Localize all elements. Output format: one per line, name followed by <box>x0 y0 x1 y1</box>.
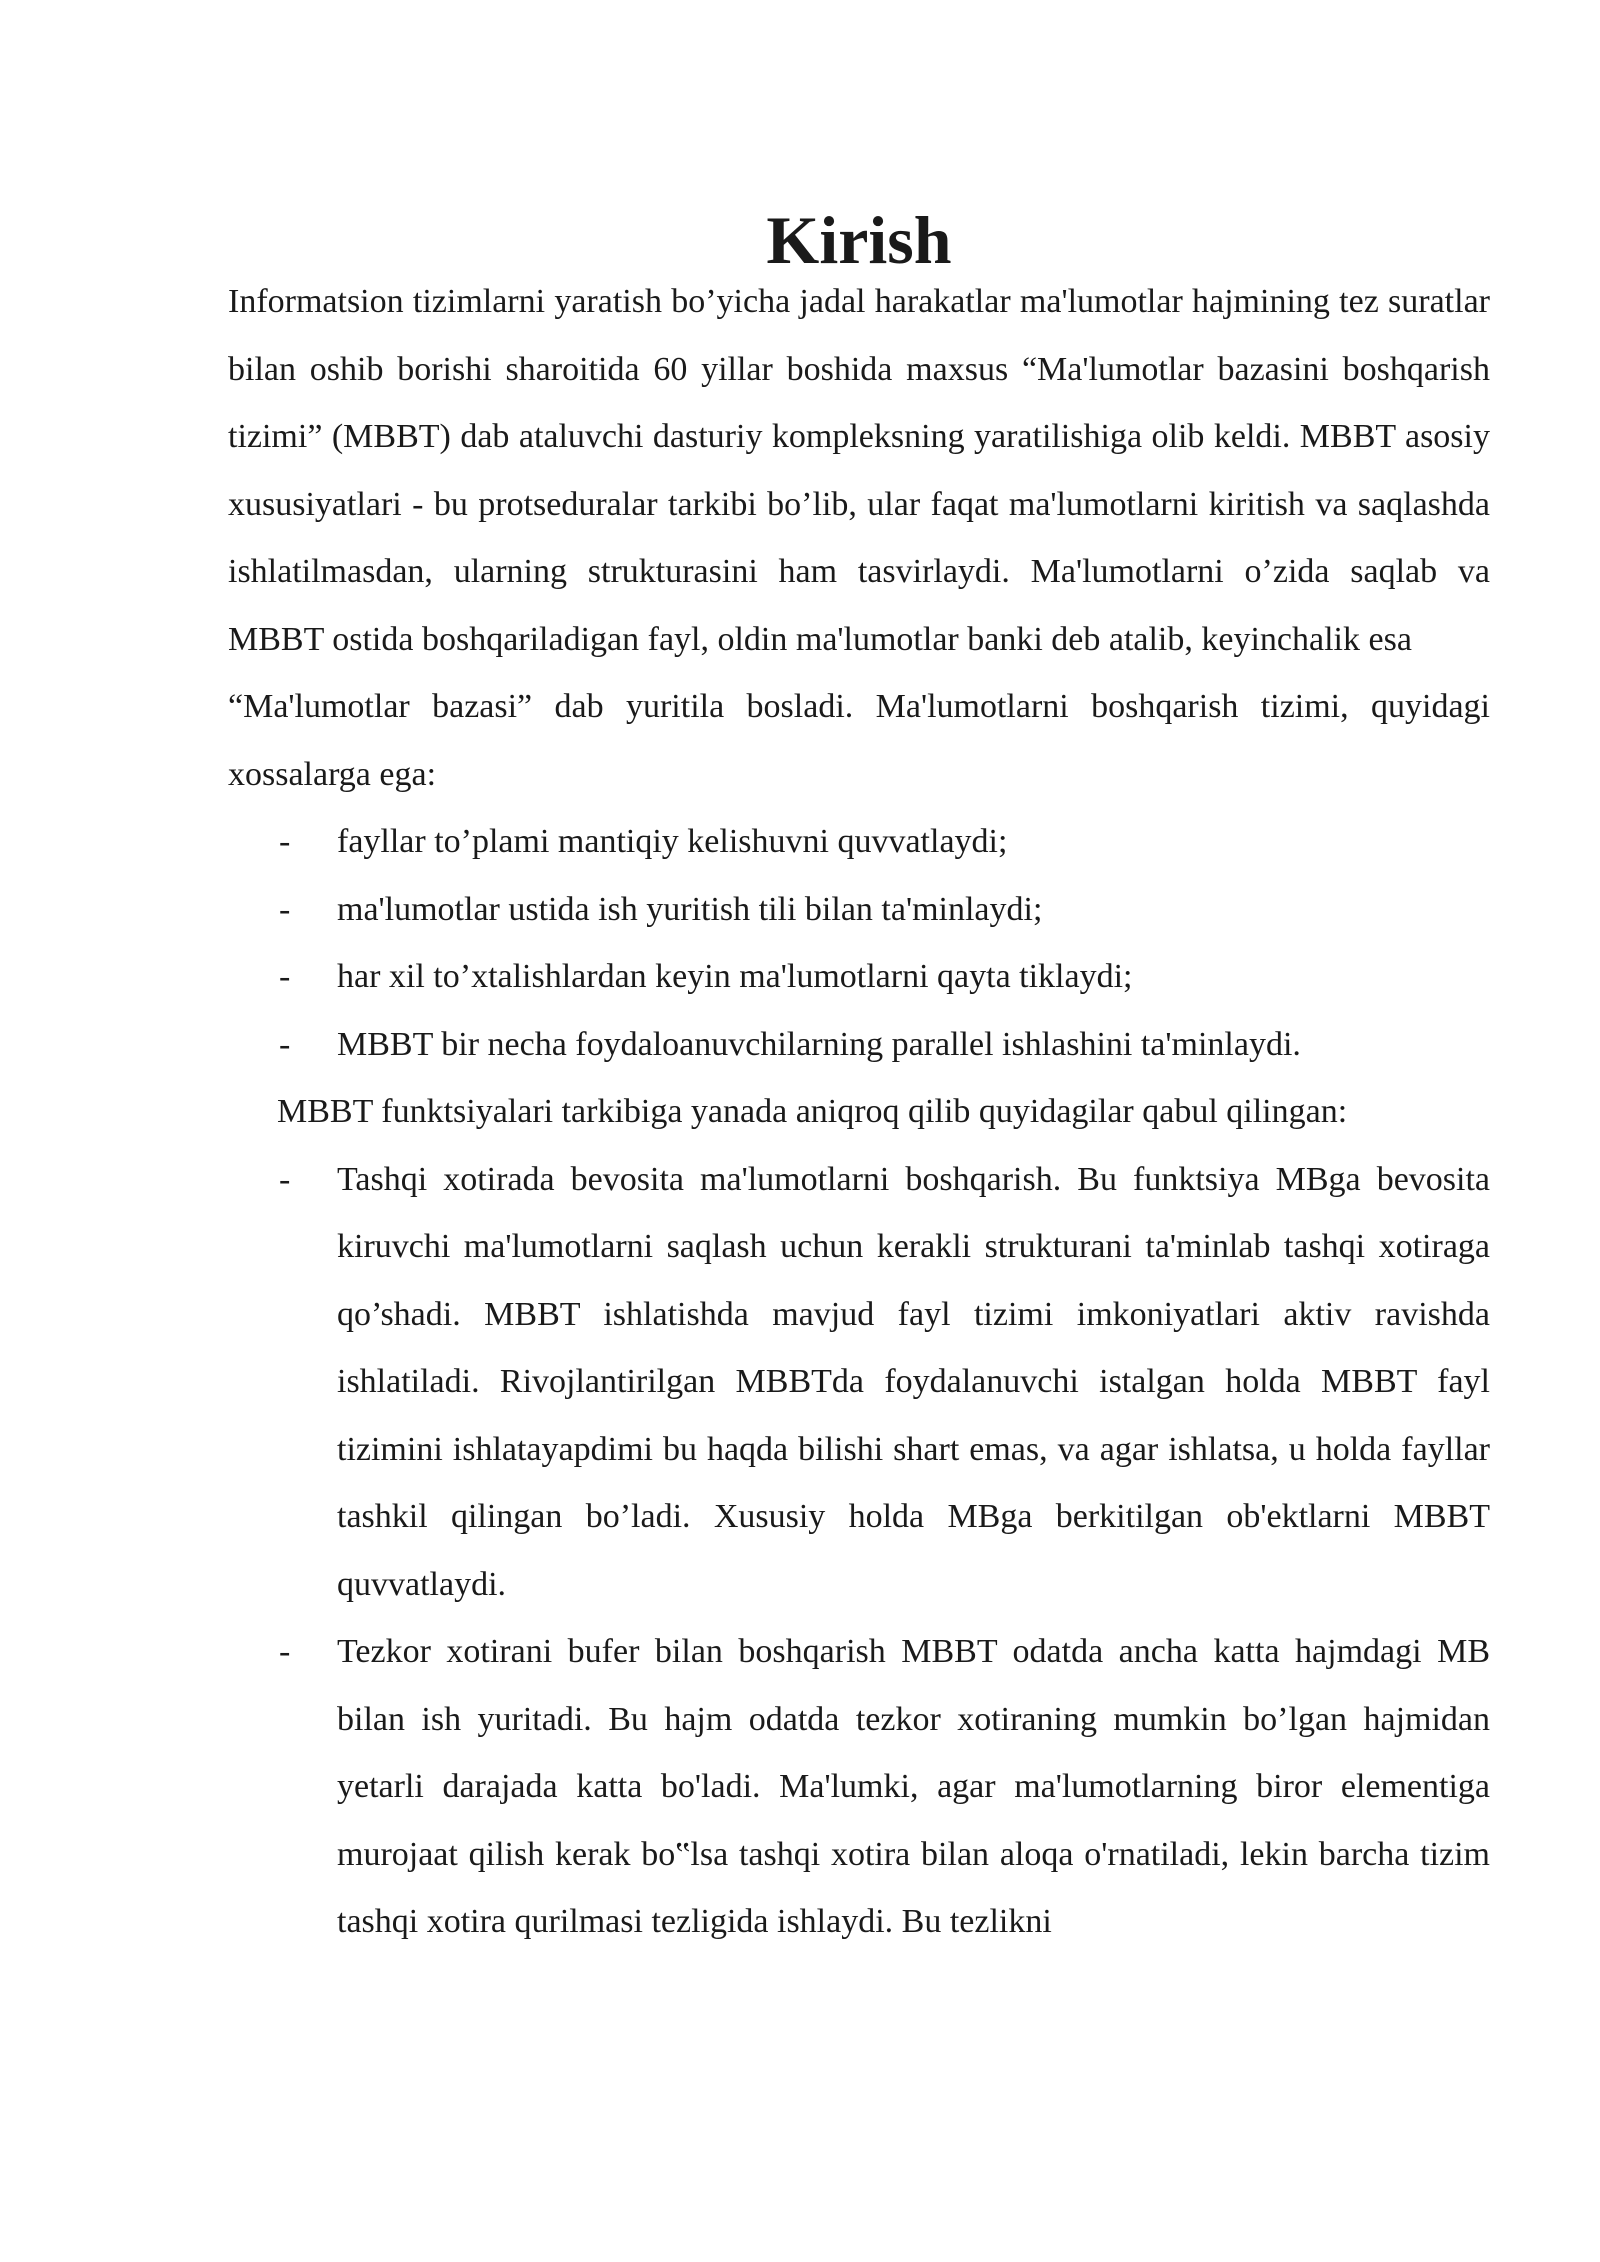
properties-list <box>228 808 1490 1078</box>
list-dash: - <box>279 1025 291 1063</box>
list-dash: - <box>279 1160 291 1198</box>
list-item <box>228 876 1490 944</box>
list-item <box>228 808 1490 876</box>
list-item-text: ma'lumotlar ustida ish yuritish tili bilan ta'minlaydi; <box>337 890 1043 928</box>
functions-list <box>228 1146 1490 1956</box>
list-item-text: MBBT bir necha foydaloanuvchilarning parallel ishlashini ta'minlaydi. <box>337 1025 1301 1063</box>
functions-intro: MBBT funktsiyalari tarkibiga yanada aniqroq qilib quyidagilar qabul qilingan: <box>277 1093 1348 1130</box>
list-item <box>228 1011 1490 1079</box>
second-paragraph: “Ma'lumotlar bazasi” dab yuritila bosladi. Ma'lumotlarni boshqarish tizimi, quyidagi xossalarga ega: <box>228 688 1490 793</box>
list-dash: - <box>279 823 291 860</box>
list-item <box>228 943 1490 1011</box>
list-item-text: fayllar to’plami mantiqiy kelishuvni quvvatlaydi; <box>337 823 1008 860</box>
page-title: Kirish <box>766 202 952 278</box>
list-item <box>228 1618 1490 1956</box>
list-dash: - <box>279 890 291 928</box>
list-item-text: Tashqi xotirada bevosita ma'lumotlarni boshqarish. Bu funktsiya MBga bevosita kiruvchi ma'lumotlarni saqlash uchun kerakli strukturani ta'minlab tashqi xotiraga qo’shadi. MBBT ishlatishda mavjud fayl tizimi imkoniyatlari aktiv ravishda ishlatiladi. Rivojlantirilgan MBBTda foydalanuvchi istalgan holda MBBT fayl tizimini ishlatayapdimi bu haqda bilishi shart emas, va agar ishlatsa, u holda fayllar tashkil qilingan bo’ladi. Xususiy holda MBga berkitilgan ob'ektlarni MBBT quvvatlaydi. <box>337 1160 1490 1603</box>
intro-paragraph: Informatsion tizimlarni yaratish bo’yicha jadal harakatlar ma'lumotlar hajmining tez suratlar bilan oshib borishi sharoitida 60 yillar boshida maxsus “Ma'lumotlar bazasini boshqarish tizimi” (MBBT) dab ataluvchi dasturiy kompleksning yaratilishiga olib keldi. MBBT asosiy xususiyatlari - bu protseduralar tarkibi bo’lib, ular faqat ma'lumotlarni kiritish va saqlashda ishlatilmasdan, ularning strukturasini ham tasvirlaydi. Ma'lumotlarni o’zida saqlab va MBBT ostida boshqariladigan fayl, oldin ma'lumotlar banki deb atalib, keyinchalik esa <box>228 283 1490 658</box>
list-item-text: Tezkor xotirani bufer bilan boshqarish MBBT odatda ancha katta hajmdagi MB bilan ish yuritadi. Bu hajm odatda tezkor xotiraning mumkin bo’lgan hajmidan yetarli darajada katta bo'ladi. Ma'lumki, agar ma'lumotlarning biror elementiga murojaat qilish kerak bo‟lsa tashqi xotira bilan aloqa o'rnatiladi, lekin barcha tizim tashqi xotira qurilmasi tezligida ishlaydi. Bu tezlikni <box>337 1633 1490 1940</box>
list-item <box>228 1146 1490 1619</box>
list-dash: - <box>279 1633 291 1670</box>
document-body <box>228 202 1490 1956</box>
list-dash: - <box>279 958 291 995</box>
list-item-text: har xil to’xtalishlardan keyin ma'lumotlarni qayta tiklaydi; <box>337 958 1133 995</box>
